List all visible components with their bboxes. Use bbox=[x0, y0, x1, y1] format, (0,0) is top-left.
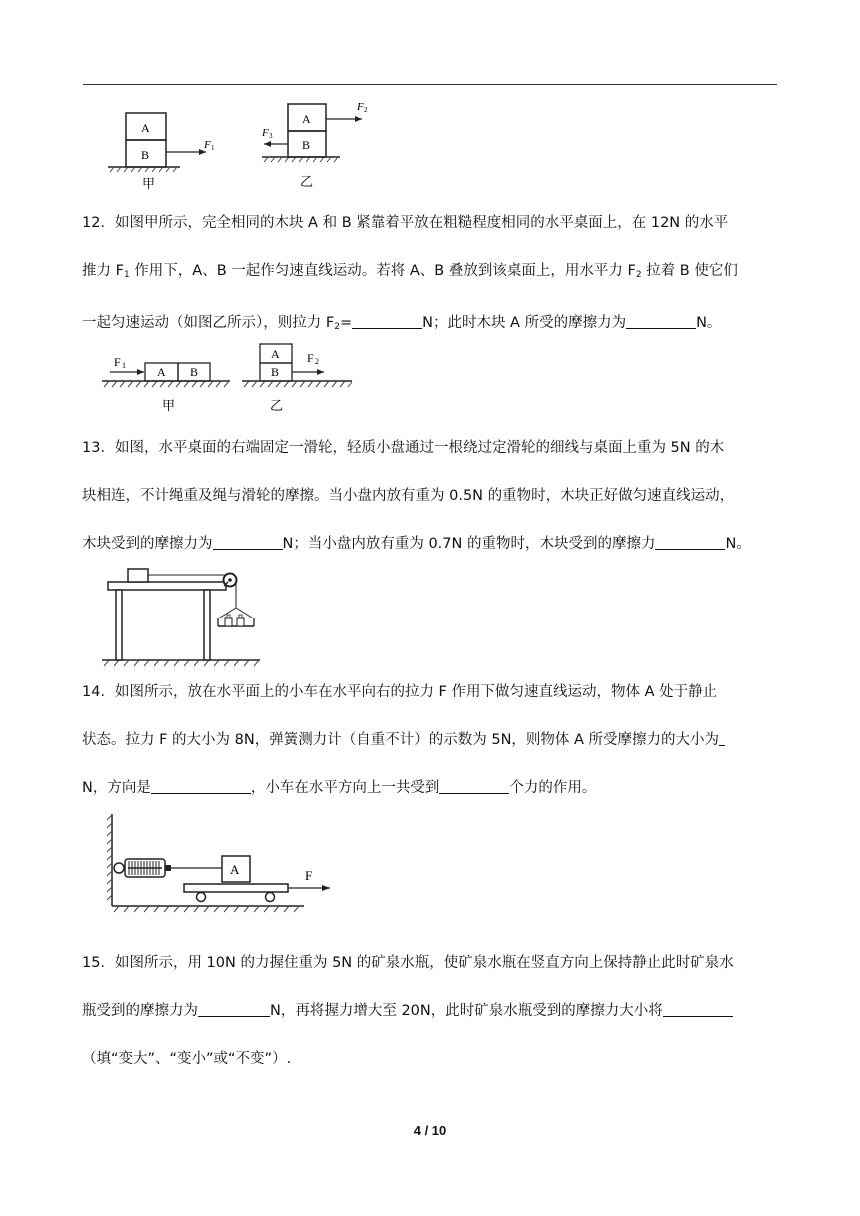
q14-line-3: N，方向是 ，小车在水平方向上一共受到 个力的作用。 bbox=[82, 764, 782, 812]
q12-yi-a: A bbox=[271, 347, 280, 361]
q12-f2: F bbox=[307, 351, 314, 365]
question-15 bbox=[82, 939, 782, 1083]
jia-caption: 甲 bbox=[142, 177, 156, 192]
q13-line-3: 木块受到的摩擦力为 N；当小盘内放有重为 0.7N 的重物时，木块受到的摩擦力 N。 bbox=[82, 520, 782, 568]
page-number: 4 / 10 bbox=[413, 1123, 447, 1138]
q12-blank-2[interactable] bbox=[626, 312, 696, 329]
figure-q13 bbox=[100, 564, 270, 668]
q12-line-2: 推力 $F_1$ 作用下，A、B 一起作匀速直线运动。若将 A、B 叠放到该桌面上，用水平力 $F_2$ 拉着 B 使它们 bbox=[82, 263, 738, 280]
q12-line-3: 一起匀速运动（如图乙所示），则拉力 $F_2= N$；此时木块 A 所受的摩擦力为 N。 bbox=[82, 299, 782, 351]
q12-f1: F bbox=[114, 355, 121, 369]
q14-line-1: 14．如图所示，放在水平面上的小车在水平向右的拉力 F 作用下做匀速直线运动，物体 A 处于静止 bbox=[82, 684, 718, 700]
question-12 bbox=[82, 199, 782, 351]
q14-blank-2[interactable] bbox=[151, 777, 251, 794]
yi-caption: 乙 bbox=[300, 175, 314, 190]
yi-block-b-label: B bbox=[302, 138, 311, 152]
figure-q14 bbox=[104, 812, 344, 912]
question-14 bbox=[82, 668, 782, 812]
q15-line-3: （填“变大”、“变小”或“不变”）. bbox=[82, 1051, 292, 1067]
q14-block-a: A bbox=[230, 862, 240, 877]
q12-f2-sub: 2 bbox=[315, 357, 319, 366]
q12-blank-1[interactable] bbox=[352, 312, 422, 329]
q13-blank-2[interactable] bbox=[655, 533, 725, 550]
q14-blank-3[interactable] bbox=[439, 777, 509, 794]
q12-jia-b: B bbox=[190, 365, 199, 379]
q12-cap-jia: 甲 bbox=[162, 399, 176, 414]
figure-q12 bbox=[100, 344, 360, 416]
header-rule bbox=[83, 84, 777, 85]
q13-blank-1[interactable] bbox=[213, 533, 283, 550]
figure-stacked-blocks bbox=[100, 100, 368, 196]
q12-yi-b: B bbox=[271, 365, 280, 379]
yi-f3-label: F bbox=[262, 127, 269, 139]
q15-line-1: 15．如图所示，用 10N 的力握住重为 5N 的矿泉水瓶，使矿泉水瓶在竖直方向上保持静止此时矿泉水 bbox=[82, 955, 734, 971]
yi-block-a-label: A bbox=[302, 112, 311, 126]
q13-line-1: 13．如图，水平桌面的右端固定一滑轮，轻质小盘通过一根绕过定滑轮的细线与桌面上重为 5N 的木 bbox=[82, 440, 725, 456]
yi-f3-sub: 3 bbox=[269, 132, 273, 140]
jia-block-a-label: A bbox=[141, 121, 150, 135]
q12-line-1: 12．如图甲所示，完全相同的木块 A 和 B 紧靠着平放在粗糙程度相同的水平桌面上，在 12N 的水平 bbox=[82, 215, 729, 231]
q15-blank-2[interactable] bbox=[663, 1000, 733, 1017]
q13-line-2: 块相连，不计绳重及绳与滑轮的摩擦。当小盘内放有重为 0.5N 的重物时，木块正好做匀速直线运动， bbox=[82, 488, 735, 504]
question-13 bbox=[82, 424, 782, 568]
q12-f1-sub: 1 bbox=[122, 361, 126, 370]
q14-blank-1[interactable] bbox=[719, 729, 725, 746]
q14-force-f: F bbox=[305, 868, 313, 883]
q15-blank-1[interactable] bbox=[198, 1000, 270, 1017]
q12-cap-yi: 乙 bbox=[270, 399, 284, 414]
q14-line-2: 状态。拉力 F 的大小为 8N，弹簧测力计（自重不计）的示数为 5N，则物体 A 所受摩擦力的大小为 bbox=[82, 716, 782, 764]
jia-force-sub: 1 bbox=[211, 144, 215, 152]
yi-f2-label: F bbox=[357, 101, 364, 113]
yi-f2-sub: 2 bbox=[364, 106, 368, 114]
jia-force-label: F bbox=[204, 139, 211, 151]
jia-block-b-label: B bbox=[141, 148, 150, 162]
q12-jia-a: A bbox=[157, 365, 166, 379]
q15-line-2: 瓶受到的摩擦力为 N，再将握力增大至 20N，此时矿泉水瓶受到的摩擦力大小将 bbox=[82, 987, 782, 1035]
